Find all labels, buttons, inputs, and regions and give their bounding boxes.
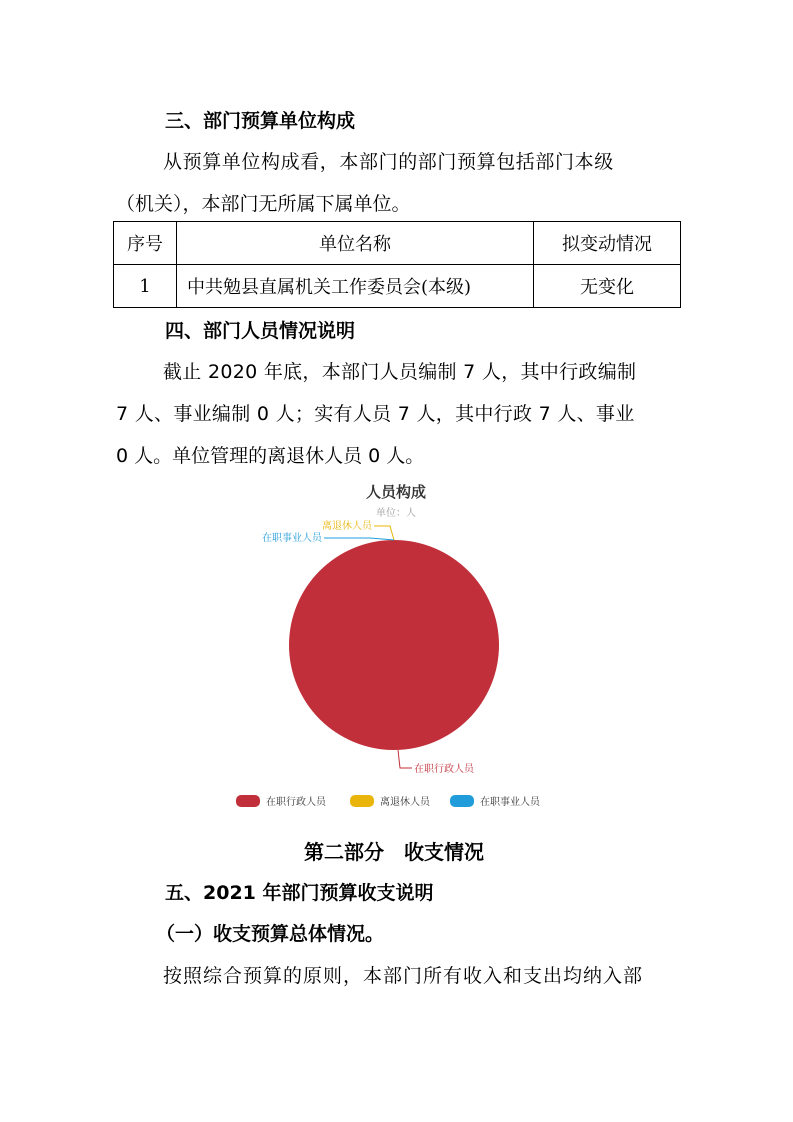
section5-subheading: （一）收支预算总体情况。 [156, 923, 385, 945]
label-leader-line [398, 750, 412, 768]
legend-label: 在职事业人员 [480, 797, 540, 808]
pie-slice [289, 540, 499, 750]
section3-paragraph-line2: （机关），本部门无所属下属单位。 [116, 193, 411, 215]
slice-label: 离退休人员 [322, 521, 372, 532]
table-cell: 无变化 [534, 265, 681, 308]
table-header-cell: 序号 [114, 222, 177, 265]
legend-swatch [350, 795, 374, 807]
chart-subtitle: 单位：人 [376, 508, 416, 519]
unit-table [113, 221, 681, 308]
section5-heading: 五、2021 年部门预算收支说明 [165, 882, 434, 904]
pie-slices [289, 540, 499, 750]
section4-line2: 7 人、事业编制 0 人；实有人员 7 人，其中行政 7 人、事业 [116, 403, 635, 425]
section3-paragraph-line1: 从预算单位构成看，本部门的部门预算包括部门本级 [163, 151, 614, 173]
legend-label: 在职行政人员 [266, 797, 326, 808]
section4-heading: 四、部门人员情况说明 [165, 320, 356, 342]
section4-line1: 截止 2020 年底，本部门人员编制 7 人，其中行政编制 [163, 361, 637, 383]
chart-title: 人员构成 [365, 483, 427, 501]
label-leader-line [374, 526, 394, 540]
part2-heading: 第二部分 收支情况 [304, 840, 484, 864]
chart-legend [236, 795, 541, 808]
section3-heading: 三、部门预算单位构成 [165, 110, 356, 132]
table-header-cell: 拟变动情况 [534, 222, 681, 265]
table-cell: 1 [114, 265, 177, 308]
table-cell: 中共勉县直属机关工作委员会(本级) [177, 265, 534, 308]
section5-paragraph-line1: 按照综合预算的原则，本部门所有收入和支出均纳入部 [163, 965, 644, 987]
legend-label: 离退休人员 [380, 797, 430, 808]
pie-chart-svg [200, 478, 600, 818]
slice-label: 在职事业人员 [262, 533, 322, 544]
legend-swatch [450, 795, 474, 807]
legend-swatch [236, 795, 260, 807]
table-header-cell: 单位名称 [177, 222, 534, 265]
personnel-pie-chart [200, 478, 600, 818]
label-leader-line [324, 538, 394, 540]
table-row [114, 265, 681, 308]
section4-line3: 0 人。单位管理的离退休人员 0 人。 [116, 445, 425, 467]
table-header-row [114, 222, 681, 265]
slice-label: 在职行政人员 [414, 764, 474, 775]
